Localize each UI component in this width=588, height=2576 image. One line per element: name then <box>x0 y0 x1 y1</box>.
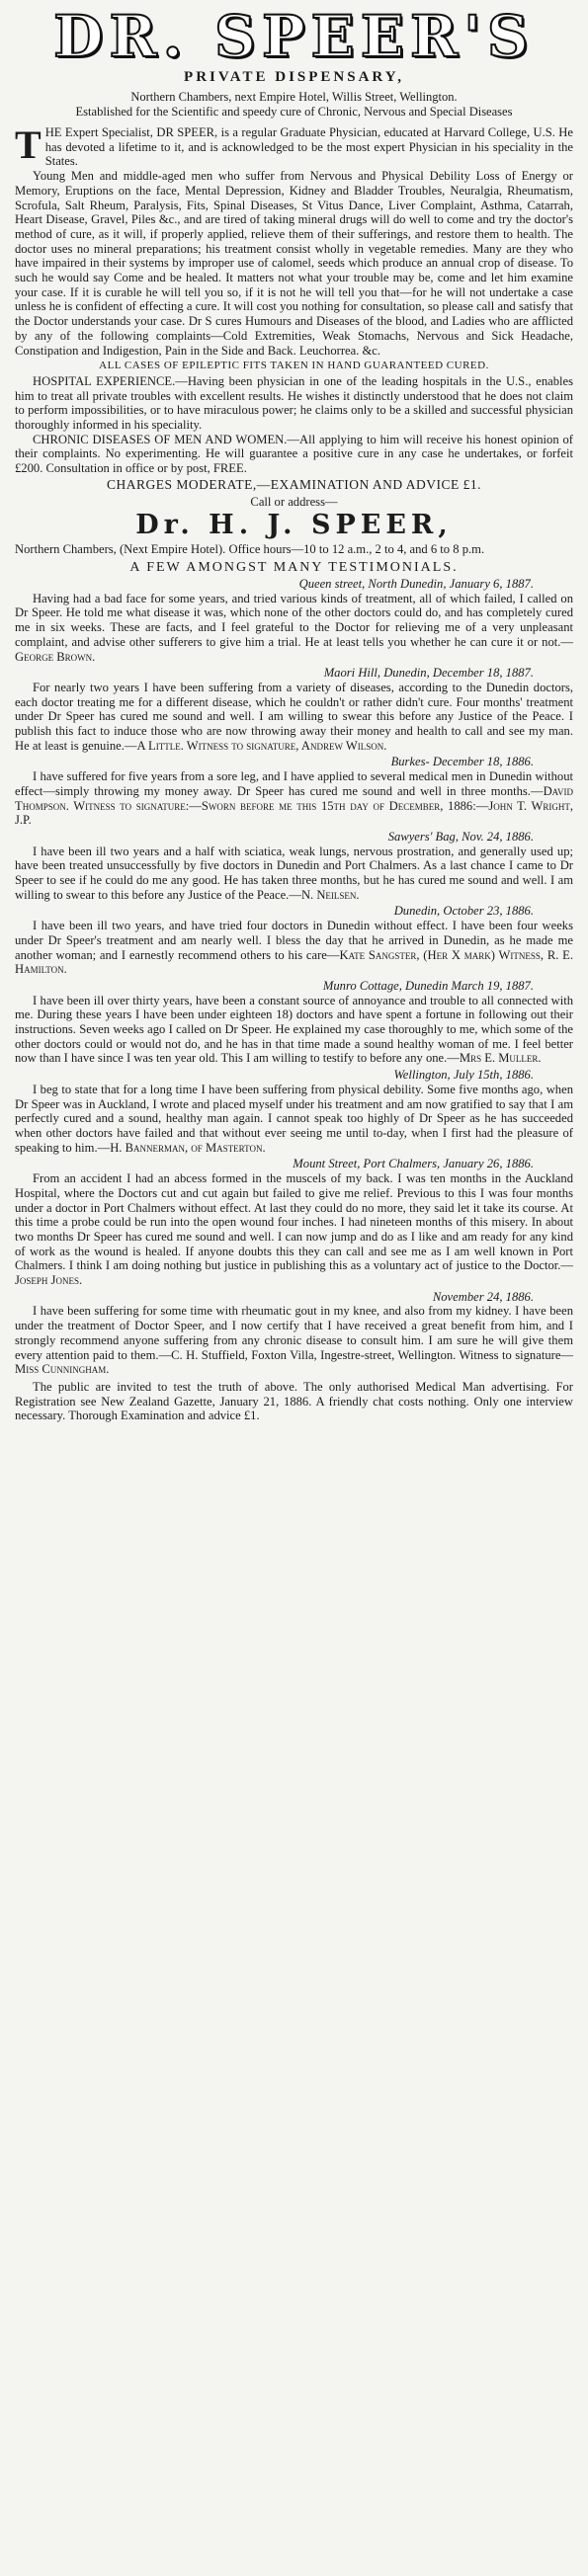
testimonial <box>15 979 573 1066</box>
charges-line: CHARGES MODERATE,—EXAMINATION AND ADVICE £1. <box>107 476 481 492</box>
intro-paragraph <box>15 122 573 169</box>
testimonial-text: For nearly two years I have been suffering from a variety of diseases, according to the Dunedin doctors, each doctor treating me for a different disease, which he couldn't or rather didn't cure. Four months' treatment under Dr Speer has cured me sound and well. I am willing to swear this before any Justice of the Peace. I publish this fact to induce those who are now throwing away their money and health to call and see my man. He at least is genuine.—A Little. Witness to signature, Andrew Wilson. <box>15 680 573 753</box>
testimonial-signature: H. Bannerman, of Masterton. <box>110 1140 266 1155</box>
testimonial-text: I have been ill two years and a half with sciatica, weak lungs, nervous prostration, and generally used up; have been treated unsuccessfully by five doctors in Dunedin and Port Chalmers. As a last chance I came to Dr Speer to see if he could do me any good. He has taken three months, but he has cured me sound and well. I am willing to swear to this before any Justice of the Peace.—N. Neilsen. <box>15 844 573 902</box>
testimonial <box>15 830 573 903</box>
testimonial-dateline: November 24, 1886. <box>432 1289 534 1304</box>
testimonial-dateline: Munro Cottage, Dunedin March 19, 1887. <box>322 978 534 993</box>
dropcap: T <box>15 122 42 167</box>
advertisement <box>15 0 573 1423</box>
established-line: Established for the Scientific and speedy cure of Chronic, Nervous and Special Diseases <box>75 105 513 119</box>
testimonial-text: I have been suffering for some time with rheumatic gout in my knee, and also from my kidney. I have been under the treatment of Doctor Speer, and I now certify that I have received a great benefit from him, and I strongly recommend anyone suffering from any chronic disease to consult him. I am sure he will give them every attention paid to them.—C. H. Stuffield, Foxton Villa, Ingestre-street, Wellington. Witness to signature—Miss Cunningham. <box>15 1304 573 1377</box>
masthead-title: DR. SPEER'S <box>53 3 535 70</box>
testimonial <box>15 1290 573 1377</box>
testimonial <box>15 904 573 977</box>
testimonial-dateline: Burkes- December 18, 1886. <box>390 755 534 769</box>
doctor-name: Dr. H. J. SPEER, <box>135 510 453 541</box>
testimonial-signature: George Brown. <box>15 649 96 664</box>
testimonial-signature: Kate Sangster, (Her X mark) Witness, R. E. Hamilton. <box>15 947 573 977</box>
testimonial-dateline: Maori Hill, Dunedin, December 18, 1887. <box>323 666 534 681</box>
testimonial <box>15 1157 573 1287</box>
testimonial-signature: Joseph Jones. <box>15 1273 83 1288</box>
testimonial-dateline: Queen street, North Dunedin, January 6, 1887. <box>298 576 534 591</box>
testimonial-signature: Miss Cunningham. <box>15 1362 110 1377</box>
closing-paragraph: The public are invited to test the truth of above. The only authorised Medical Man advertising. For Registration see New Zealand Gazette, January 21, 1886. A friendly chat costs nothing. Only one interview necessary. Thorough Examination and advice £1. <box>15 1379 573 1423</box>
testimonial-signature: N. Neilsen. <box>300 887 360 902</box>
testimonial-dateline: Wellington, July 15th, 1886. <box>393 1068 534 1083</box>
chronic-paragraph: CHRONIC DISEASES OF MEN AND WOMEN.—All applying to him will receive his honest opinion of their complaints. No experimenting. He will guarantee a positive cure in any case he undertakes, or forfeit £200. Consultation in office or by post, FREE. <box>15 432 573 476</box>
testimonial-signature: Mrs E. Muller. <box>459 1051 542 1066</box>
testimonial-dateline: Dunedin, October 23, 1886. <box>393 904 534 919</box>
subtitle: PRIVATE DISPENSARY, <box>184 69 404 85</box>
address-line: Northern Chambers, next Empire Hotel, Willis Street, Wellington. <box>130 90 458 104</box>
testimonials-heading: A FEW AMONGST MANY TESTIMONIALS. <box>129 559 459 575</box>
testimonial-text: I have suffered for five years from a sore leg, and I have applied to several medical men in Dunedin without effect—simply throwing my money away. Dr Speer has cured me sound and well in three months.—David Thompson. Witness to signature:—Sworn before me this 15th day of December, 1886:—John T. Wright, J.P. <box>15 769 573 828</box>
testimonial <box>15 755 573 828</box>
testimonial-text: Having had a bad face for some years, and tried various kinds of treatment, all of which failed, I called on Dr Speer. He told me what disease it was, which none of the other doctors could do, and has completely cured me in six weeks. These are facts, and I feel grateful to the Doctor for relieving me of a very unpleasant complaint, and advise other sufferers to give him a trial. He at least tells you whether he can cure it or not.—George Brown. <box>15 591 573 664</box>
call-line: Call or address— <box>250 494 338 509</box>
hospital-paragraph: HOSPITAL EXPERIENCE.—Having been physician in one of the leading hospitals in the U.S., enables him to treat all private troubles with excellent results. He wishes it distinctly understood that he does not claim to perform impossibilities, or to have miraculous power; he claims only to be a skilled and successful physician thoroughly informed in his speciality. <box>15 373 573 433</box>
testimonial-text: I have been ill over thirty years, have been a constant source of annoyance and trouble to all connected with me. During these years I have been under eighteen 18) doctors and have spent a fortune in following out their instructions. Seven weeks ago I called on Dr Speer. He explained my case thoroughly to me, which some of the other doctors could or would not do, and he has in that time made a sound healthy woman of me. I feel better now than I have since I was ten year old. This I am willing to testify to before any one.—Mrs E. Muller. <box>15 993 573 1066</box>
office-hours: Northern Chambers, (Next Empire Hotel). Office hours—10 to 12 a.m., 2 to 4, and 6 to 8 p.m. <box>15 542 485 557</box>
testimonial-text: I have been ill two years, and have tried four doctors in Dunedin without effect. I have been four weeks under Dr Speer's treatment and am nearly well. I bless the day that he arrived in Dunedin, as he made me another woman; and I earnestly recommend others to his care—Kate Sangster, (Her X mark) Witness, R. E. Hamilton. <box>15 919 573 977</box>
intro-text: HE Expert Specialist, DR SPEER, is a regular Graduate Physician, educated at Harvard College, U.S. He has devoted a lifetime to it, and is acknowledged to be the most expert Physician in his speciality in the States. <box>44 125 573 169</box>
testimonial-text: I beg to state that for a long time I have been suffering from physical debility. Some five months ago, when Dr Speer was in Auckland, I wrote and placed myself under his treatment and am now gratified to say that I am perfectly cured and a sound, healthy man again. I cannot speak too highly of Dr Speer as he has succeeded when other doctors have failed and that without ever seeing me until to-day, when I first had the pleasure of speaking to him.—H. Bannerman, of Masterton. <box>15 1082 573 1155</box>
testimonial-dateline: Mount Street, Port Chalmers, January 26, 1886. <box>293 1157 534 1171</box>
testimonial-dateline: Sawyers' Bag, Nov. 24, 1886. <box>387 829 534 844</box>
testimonials-list <box>15 577 573 1377</box>
testimonial-text: From an accident I had an abcess formed in the muscels of my back. I was ten months in the Auckland Hospital, where the Doctors cut and cut again but failed to give me relief. Previous to this I was four months under a doctor in Port Chalmers without effect. At last they could do no more, they said let it take its course. At this time a probe could be run into the open wound four inches. I had nineteen months of this misery. In about two months Dr Speer has cured me sound and well. I can now jump and do as I like and am ready for any kind of work as the wound is healed. If anyone doubts this they can call and see me as I am well known in Port Chalmers. I think I am doing nothing but justice in publishing this as a voluntary act of justice to the Doctor.—Joseph Jones. <box>15 1171 573 1288</box>
testimonial-signature: A Little. Witness to signature, Andrew Wilson. <box>136 738 387 753</box>
testimonial <box>15 666 573 753</box>
testimonial <box>15 577 573 664</box>
testimonial-signature: David Thompson. Witness to signature:—Sworn before me this 15th day of December, 1886:—John T. Wright, J.P. <box>15 783 573 828</box>
body-paragraph: Young Men and middle-aged men who suffer from Nervous and Physical Debility Loss of Energy or Memory, Eruptions on the face, Mental Depression, Kidney and Bladder Troubles, Neuralgia, Rheumatism, Scrofula, Salt Rheum, Paralysis, Fits, Spinal Diseases, St Vitus Dance, Liver Complaint, Asthma, Catarrah, Heart Disease, Gravel, Piles &c., and are tired of taking mineral drugs will do well to come and try the doctor's method of cure, as it will, if properly applied, relieve them of their sufferings, and restore them to health. The doctor uses no mineral preparations; his treatment consist wholly in vegetable remedies. Many are they who have impaired in their systems by improper use of calomel, seeds which produce an annual crop of disease. To such he would say Come and be healed. It matters not what your trouble may be, come and let him examine your case. If it is curable he will tell you so, if it is not he will tell you that—for he will not undertake a case unless he is confident of effecting a cure. It will cost you nothing for consultation, so please call and satisfy that the Doctor understands your case. Dr S cures Humours and Diseases of the blood, and Ladies who are afflicted by any of the following complaints—Cold Extremities, Weak Stomachs, Nervous and Sick Headache, Constipation and Indigestion, Pain in the Side and Back. Leuchorrea. &c. <box>15 169 573 358</box>
epileptic-line: ALL CASES OF EPILEPTIC FITS TAKEN IN HAND GUARANTEED CURED. <box>99 360 489 372</box>
testimonial <box>15 1068 573 1155</box>
